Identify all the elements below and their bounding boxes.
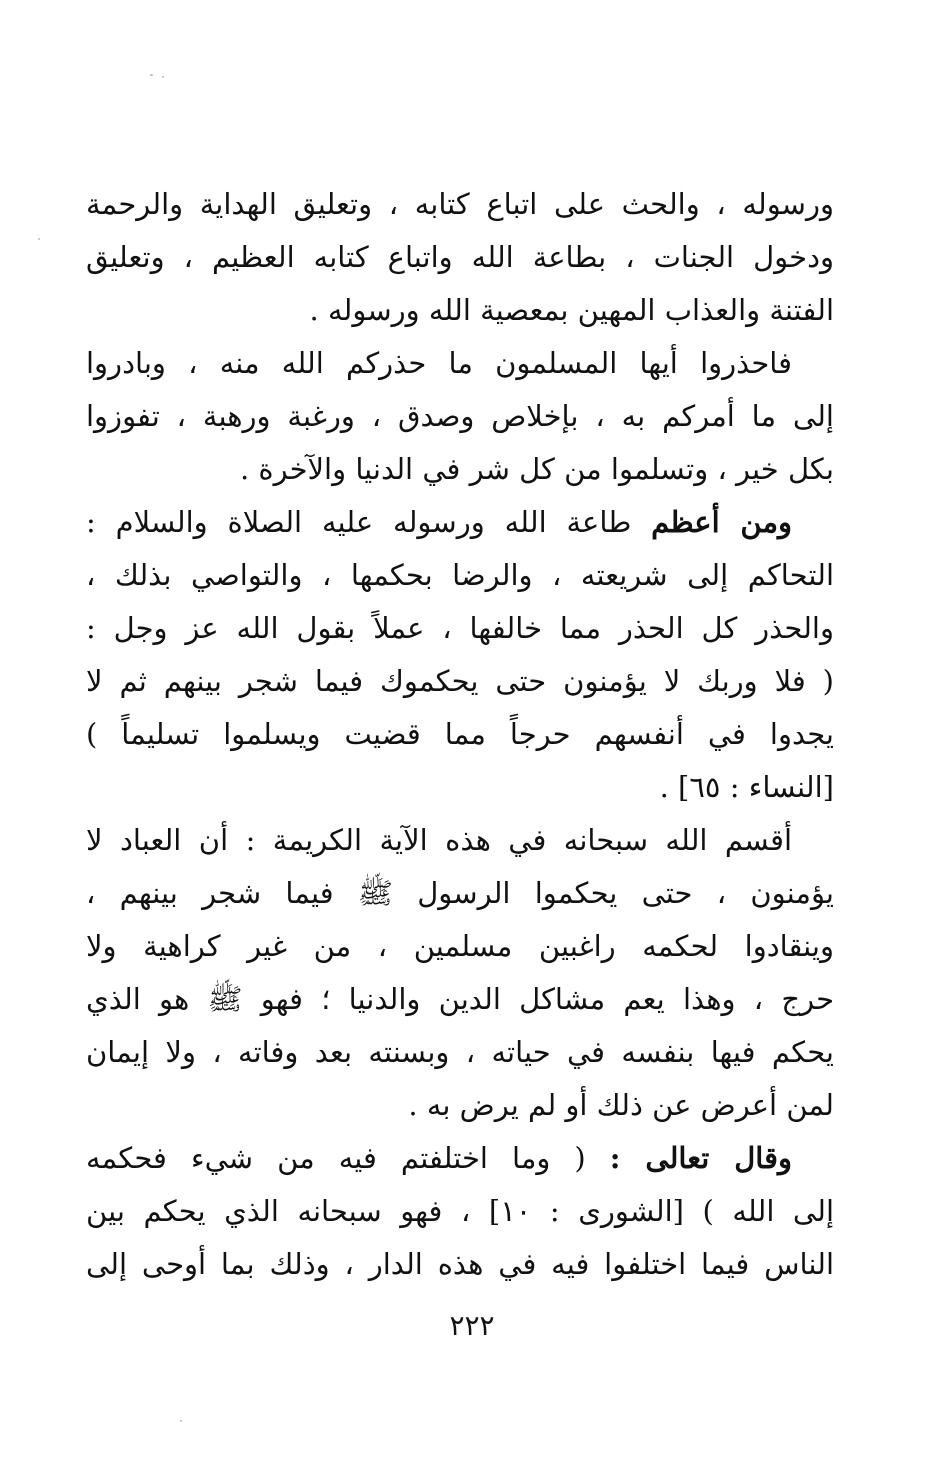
text-line: أقسم الله سبحانه في هذه الآية الكريمة : أن العباد لا — [86, 823, 792, 857]
text-line: بكل خير ، وتسلموا من كل شر في الدنيا والآخرة . — [239, 452, 834, 486]
quran-verse-line: ( فلا وربك لا يؤمنون حتى يحكموك فيما شجر بينهم ثم لا — [86, 664, 834, 698]
page-number: ٢٢٢ — [449, 1309, 495, 1342]
text-line: لمن أعرض عن ذلك أو لم يرض به . — [408, 1088, 834, 1122]
scan-speck — [38, 238, 40, 240]
bold-lead: وقال تعالى : — [609, 1141, 793, 1175]
text-line: حرج ، وهذا يعم مشاكل الدين والدنيا ؛ فهو ﷺ هو الذي — [86, 982, 834, 1016]
text-line-rest: ( وما اختلفتم فيه من شيء فحكمه — [86, 1141, 586, 1175]
text-line: يؤمنون ، حتى يحكموا الرسول ﷺ فيما شجر بينهم ، — [86, 876, 834, 910]
body-text — [86, 178, 834, 1291]
text-line — [86, 1132, 834, 1185]
scan-speck — [150, 74, 153, 76]
verse-citation: [النساء : ٦٥] . — [659, 770, 834, 804]
text-line: الناس فيما اختلفوا فيه في هذه الدار ، وذلك بما أوحى إلى — [86, 1247, 834, 1281]
text-line: يحكم فيها بنفسه في حياته ، وبسنته بعد وفاته ، ولا إيمان — [86, 1035, 834, 1069]
bold-lead: ومن أعظم — [651, 505, 792, 539]
text-line: ورسوله ، والحث على اتباع كتابه ، وتعليق الهداية والرحمة — [86, 187, 834, 221]
text-line — [86, 496, 834, 549]
scan-speck — [162, 76, 164, 78]
scan-speck — [180, 1420, 182, 1422]
text-line: والحذر كل الحذر مما خالفها ، عملاً بقول الله عز وجل : — [86, 611, 834, 645]
text-line: الفتنة والعذاب المهين بمعصية الله ورسوله . — [309, 293, 834, 327]
text-line: التحاكم إلى شريعته ، والرضا بحكمها ، والتواصي بذلك ، — [86, 558, 834, 592]
text-line: إلى الله ) [الشورى : ١٠] ، فهو سبحانه الذي يحكم بين — [86, 1194, 834, 1228]
text-line: إلى ما أمركم به ، بإخلاص وصدق ، ورغبة ورهبة ، تفوزوا — [86, 399, 834, 433]
quran-verse-line: يجدوا في أنفسهم حرجاً مما قضيت ويسلموا تسليماً ) — [86, 717, 834, 751]
text-line-rest: طاعة الله ورسوله عليه الصلاة والسلام : — [86, 505, 632, 539]
text-line: وينقادوا لحكمه راغبين مسلمين ، من غير كراهية ولا — [86, 929, 834, 963]
text-line: فاحذروا أيها المسلمون ما حذركم الله منه ، وبادروا — [86, 346, 792, 380]
text-line: ودخول الجنات ، بطاعة الله واتباع كتابه العظيم ، وتعليق — [86, 240, 834, 274]
